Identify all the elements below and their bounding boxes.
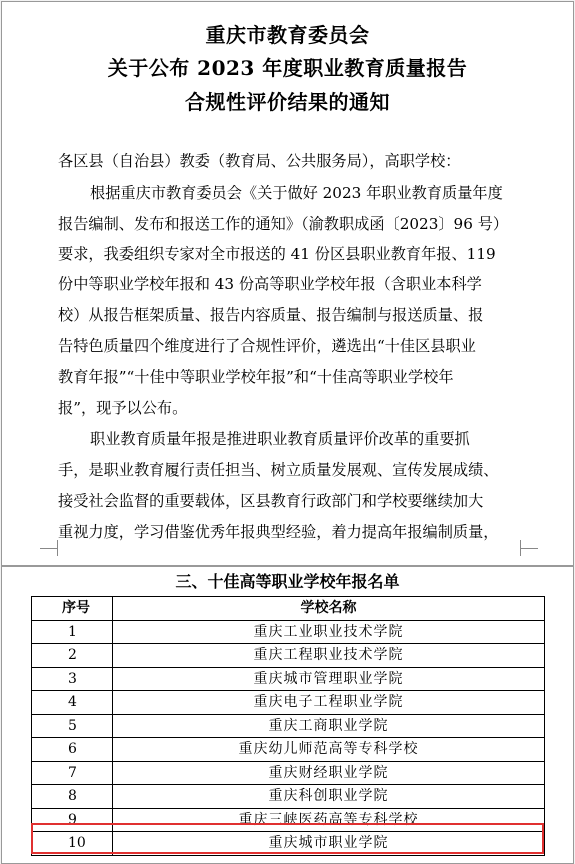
body-line: 教育年报”“十佳中等职业学校年报”和“十佳高等职业学校年 xyxy=(58,368,454,386)
school-name: 重庆城市职业学院 xyxy=(113,832,545,856)
body-line: 接受社会监督的重要载体，区县教育行政部门和学校要继续加大 xyxy=(58,492,484,510)
crop-mark xyxy=(40,548,58,549)
crop-mark xyxy=(520,540,521,556)
row-number: 1 xyxy=(32,620,113,644)
body-line: 职业教育质量年报是推进职业教育质量评价改革的重要抓 xyxy=(90,430,470,448)
body-line: 份中等职业学校年报和 43 份高等职业学校年报（含职业本科学 xyxy=(58,275,482,293)
crop-mark xyxy=(520,548,538,549)
table-row xyxy=(32,738,545,762)
table-row xyxy=(32,644,545,668)
school-name: 重庆城市管理职业学院 xyxy=(113,667,545,691)
row-number: 8 xyxy=(32,785,113,809)
list-title: 三、十佳高等职业学校年报名单 xyxy=(175,572,400,591)
table-row xyxy=(32,785,545,809)
row-number: 10 xyxy=(32,832,113,856)
notice-title-line-1: 重庆市教育委员会 xyxy=(205,23,370,47)
table-row xyxy=(32,808,545,832)
row-number: 4 xyxy=(32,691,113,715)
table-row xyxy=(32,691,545,715)
school-name: 重庆工业职业技术学院 xyxy=(113,620,545,644)
row-number: 5 xyxy=(32,714,113,738)
row-number: 9 xyxy=(32,808,113,832)
school-name: 重庆幼儿师范高等专科学校 xyxy=(113,738,545,762)
table-row xyxy=(32,761,545,785)
notice-title-line-2: 关于公布 2023 年度职业教育质量报告 xyxy=(107,56,468,80)
highlighted-table-row xyxy=(32,832,545,856)
school-name: 重庆三峡医药高等专科学校 xyxy=(113,808,545,832)
column-header-school-name: 学校名称 xyxy=(113,597,545,621)
school-name: 重庆电子工程职业学院 xyxy=(113,691,545,715)
body-line: 报”，现予以公布。 xyxy=(58,399,188,417)
body-line: 手，是职业教育履行责任担当、树立质量发展观、宣传发展成绩、 xyxy=(58,461,499,479)
school-name: 重庆工程职业技术学院 xyxy=(113,644,545,668)
table-header-row xyxy=(32,597,545,621)
table-row xyxy=(32,667,545,691)
column-header-number: 序号 xyxy=(32,597,113,621)
school-name: 重庆财经职业学院 xyxy=(113,761,545,785)
crop-mark xyxy=(57,540,58,556)
body-line: 报告编制、发布和报送工作的通知》（渝教职成函〔2023〕96 号） xyxy=(58,215,509,233)
row-number: 7 xyxy=(32,761,113,785)
body-line: 要求，我委组织专家对全市报送的 41 份区县职业教育年报、119 xyxy=(58,245,496,263)
body-line: 重视力度，学习借鉴优秀年报典型经验，着力提高年报编制质量， xyxy=(58,523,499,541)
body-line: 根据重庆市教育委员会《关于做好 2023 年职业教育质量年度 xyxy=(90,184,503,202)
school-name: 重庆科创职业学院 xyxy=(113,785,545,809)
body-line: 校）从报告框架质量、报告内容质量、报告编制与报送质量、报 xyxy=(58,306,484,324)
row-number: 2 xyxy=(32,644,113,668)
table-row xyxy=(32,620,545,644)
row-number: 6 xyxy=(32,738,113,762)
body-line: 告特色质量四个维度进行了合规性评价，遴选出“十佳区县职业 xyxy=(58,337,476,355)
row-number: 3 xyxy=(32,667,113,691)
salutation-line: 各区县（自治县）教委（教育局、公共服务局），高职学校： xyxy=(58,152,461,170)
table-row xyxy=(32,714,545,738)
school-list-table xyxy=(31,596,545,856)
school-name: 重庆工商职业学院 xyxy=(113,714,545,738)
notice-title-line-3: 合规性评价结果的通知 xyxy=(185,90,390,114)
